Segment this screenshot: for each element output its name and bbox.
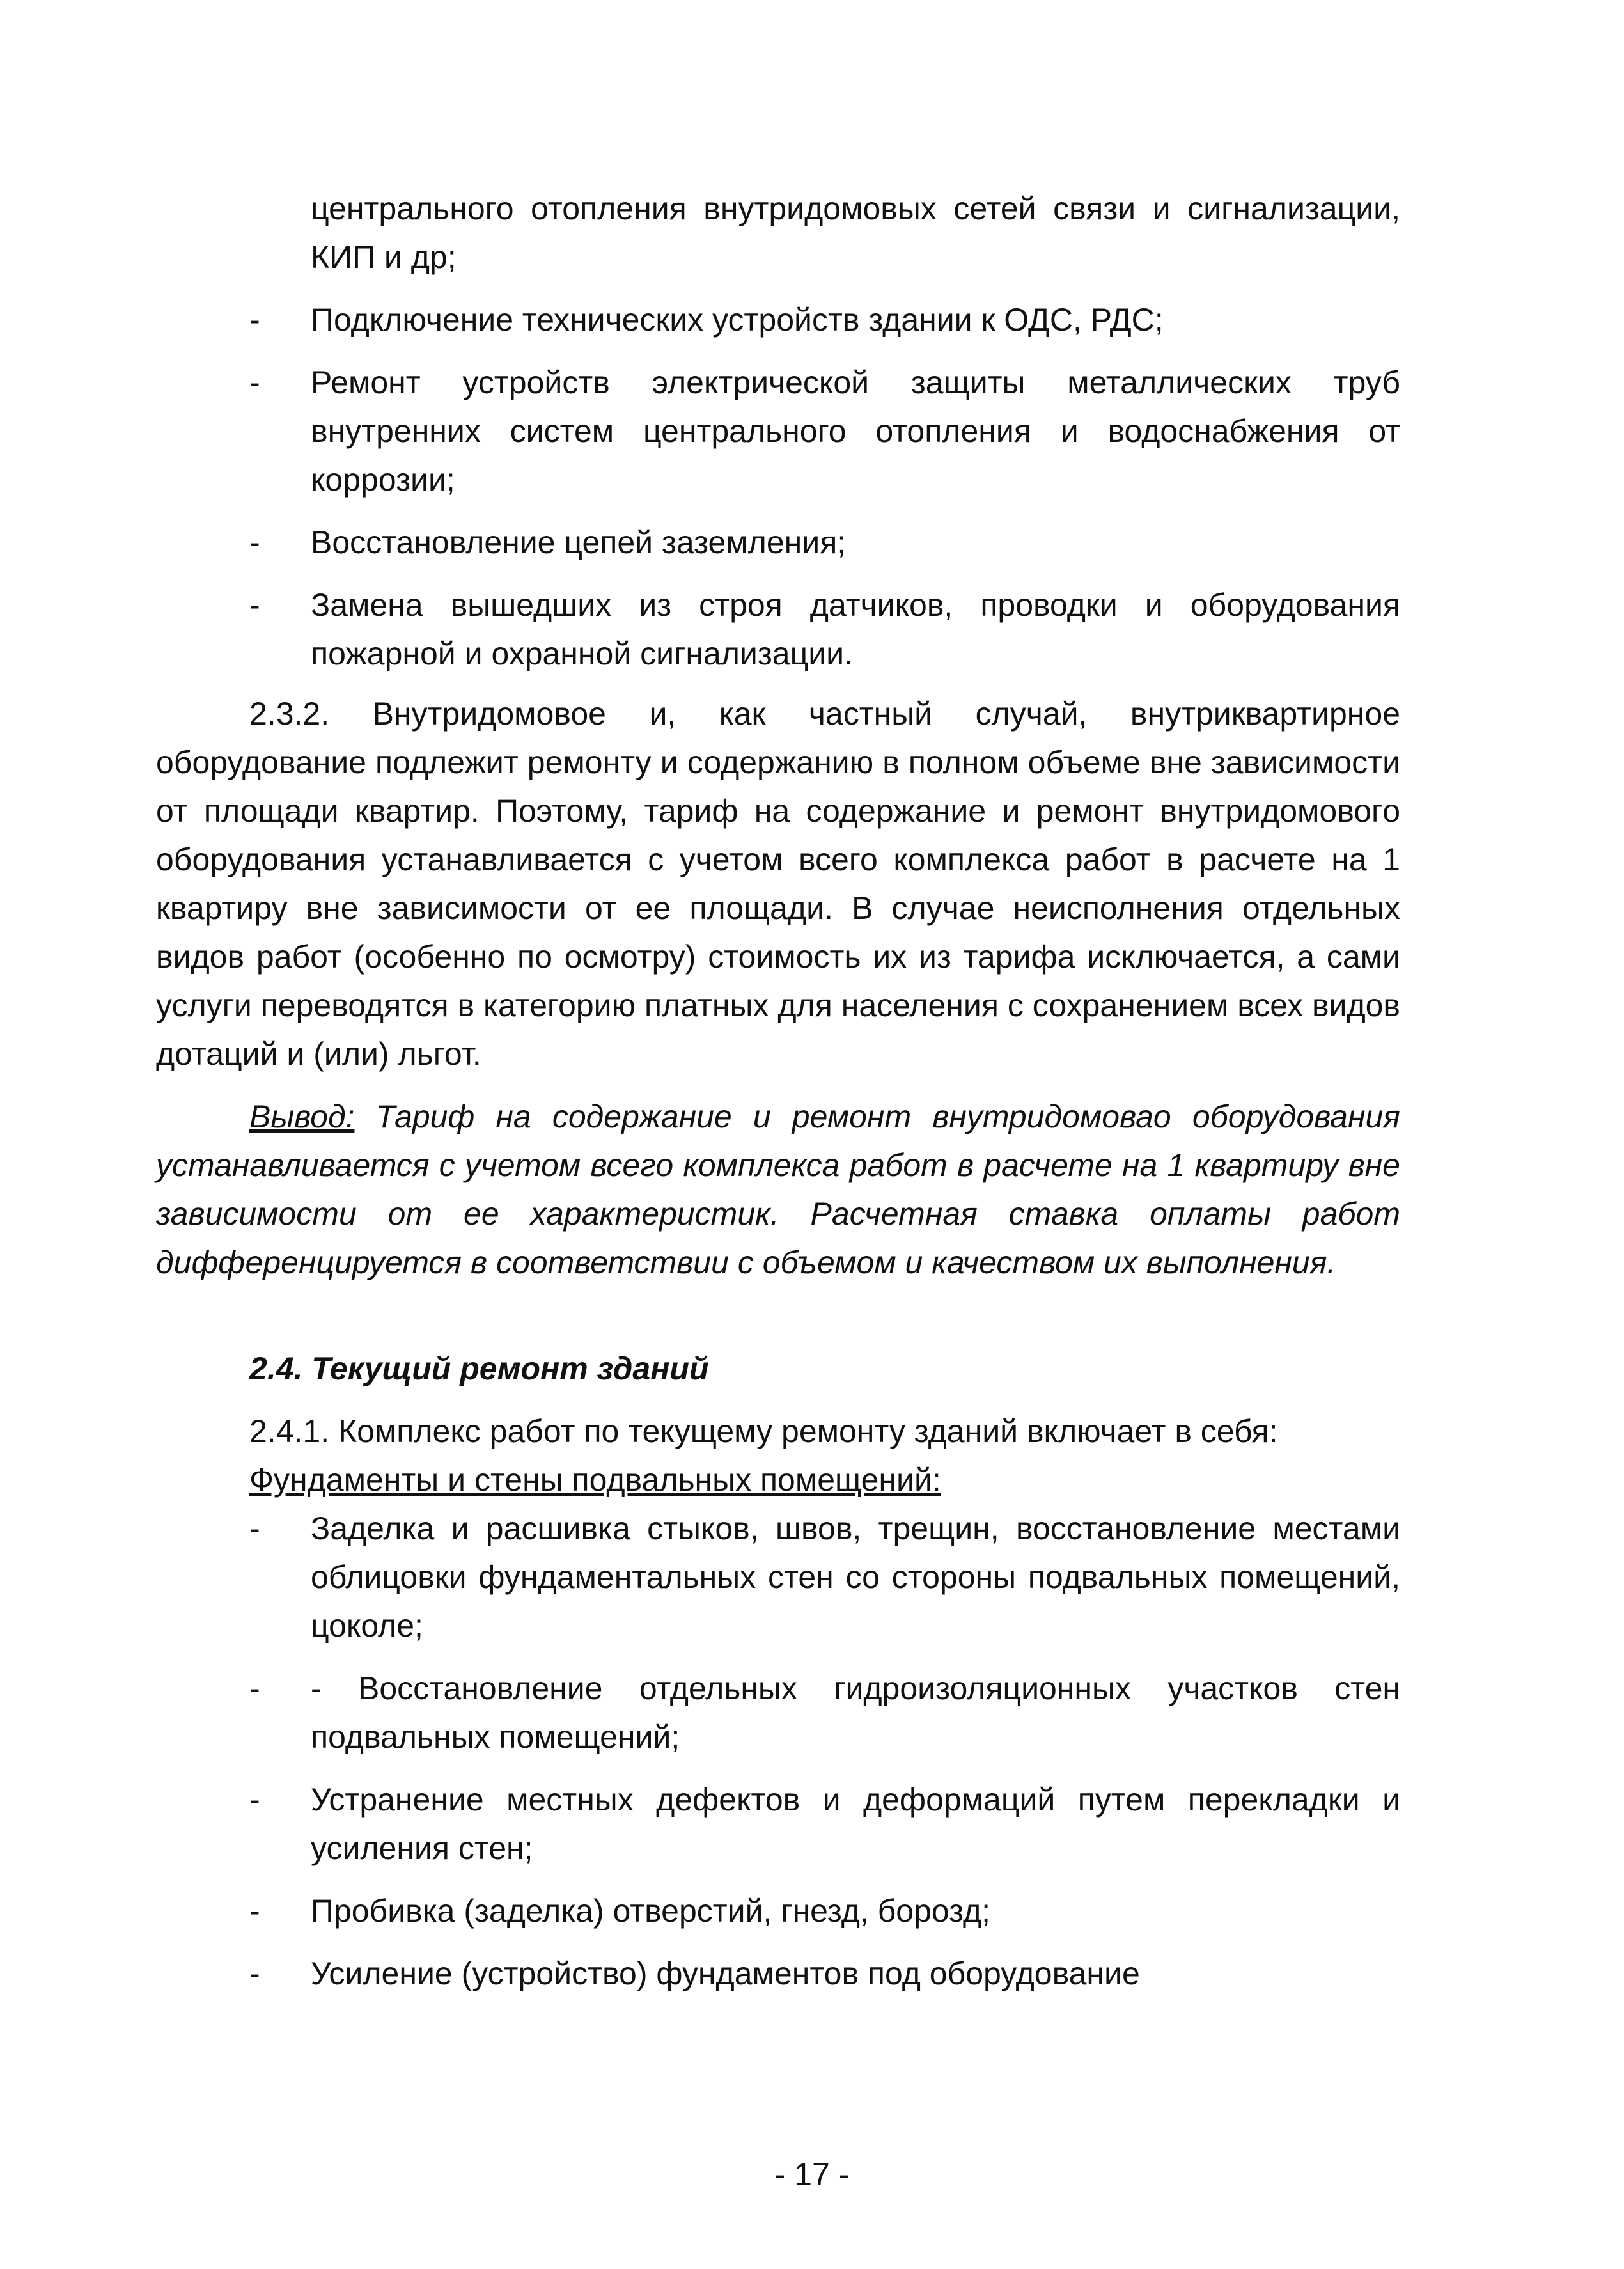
list-dash: - bbox=[249, 524, 260, 560]
list-item-text: Пробивка (заделка) отверстий, гнезд, борозд; bbox=[311, 1893, 991, 1929]
list-item-text: Подключение технических устройств здании к ОДС, РДС; bbox=[311, 302, 1164, 338]
list-item-text: Усиление (устройство) фундаментов под оборудование bbox=[311, 1956, 1140, 1991]
list-dash: - bbox=[249, 1782, 260, 1818]
list-item bbox=[156, 1504, 1400, 1650]
page-number: - 17 - bbox=[774, 2156, 850, 2192]
conclusion-text: Тариф на содержание и ремонт внутридомовао оборудования устанавливается с учетом всего комплекса работ в расчете на 1 квартиру вне зависимости от ее характеристик. Расчетная ставка оплаты работ дифференцируется в соответствии с объемом и качеством их выполнения. bbox=[156, 1099, 1400, 1280]
list-item bbox=[156, 581, 1400, 678]
list-dash: - bbox=[249, 365, 260, 400]
list-item bbox=[156, 518, 1400, 567]
list-item bbox=[156, 295, 1400, 344]
section-heading-2-4: 2.4. Текущий ремонт зданий bbox=[249, 1351, 709, 1386]
list-item-text: Восстановление цепей заземления; bbox=[311, 524, 847, 560]
list-item bbox=[156, 1775, 1400, 1873]
list-item-text: Ремонт устройств электрической защиты металлических труб внутренних систем центрального отопления и водоснабжения от коррозии; bbox=[311, 365, 1400, 498]
list-item bbox=[156, 1664, 1400, 1761]
paragraph-2-3-2: 2.3.2. Внутридомовое и, как частный случай, внутриквартирное оборудование подлежит ремонту и содержанию в полном объеме вне зависимости от площади квартир. Поэтому, тариф на содержание и ремонт внутридомового оборудования устанавливается с учетом всего комплекса работ в расчете на 1 квартиру вне зависимости от ее площади. В случае неисполнения отдельных видов работ (особенно по осмотру) стоимость их из тарифа исключается, а сами услуги переводятся в категорию платных для населения с сохранением всех видов дотаций и (или) льгот. bbox=[156, 696, 1400, 1072]
list-item bbox=[156, 1949, 1400, 1998]
list-item-text: Устранение местных дефектов и деформаций путем перекладки и усиления стен; bbox=[311, 1782, 1400, 1866]
list-item bbox=[156, 1887, 1400, 1935]
conclusion-paragraph bbox=[156, 1092, 1400, 1287]
list-systems bbox=[156, 295, 1400, 678]
paragraph-2-4-1: 2.4.1. Комплекс работ по текущему ремонту зданий включает в себя: bbox=[249, 1413, 1278, 1449]
subheading-foundations: Фундаменты и стены подвальных помещений: bbox=[249, 1462, 941, 1498]
list-dash: - bbox=[249, 302, 260, 338]
list-dash: - bbox=[249, 1670, 260, 1706]
list-dash: - bbox=[249, 1956, 260, 1991]
list-dash: - bbox=[249, 1893, 260, 1929]
list-item-continuation: центрального отопления внутридомовых сетей связи и сигнализации, КИП и др; bbox=[311, 191, 1400, 275]
list-foundation-works bbox=[156, 1504, 1400, 1998]
list-dash: - bbox=[249, 587, 260, 623]
list-dash: - bbox=[249, 1511, 260, 1546]
list-item-text: Заделка и расшивка стыков, швов, трещин, восстановление местами облицовки фундаментальных стен со стороны подвальных помещений, цоколе; bbox=[311, 1511, 1400, 1644]
list-item bbox=[156, 358, 1400, 504]
list-item-text: - Восстановление отдельных гидроизоляционных участков стен подвальных помещений; bbox=[311, 1670, 1400, 1755]
conclusion-label: Вывод: bbox=[249, 1099, 355, 1134]
page-content bbox=[156, 184, 1400, 1998]
list-item-text: Замена вышедших из строя датчиков, проводки и оборудования пожарной и охранной сигнализации. bbox=[311, 587, 1400, 671]
